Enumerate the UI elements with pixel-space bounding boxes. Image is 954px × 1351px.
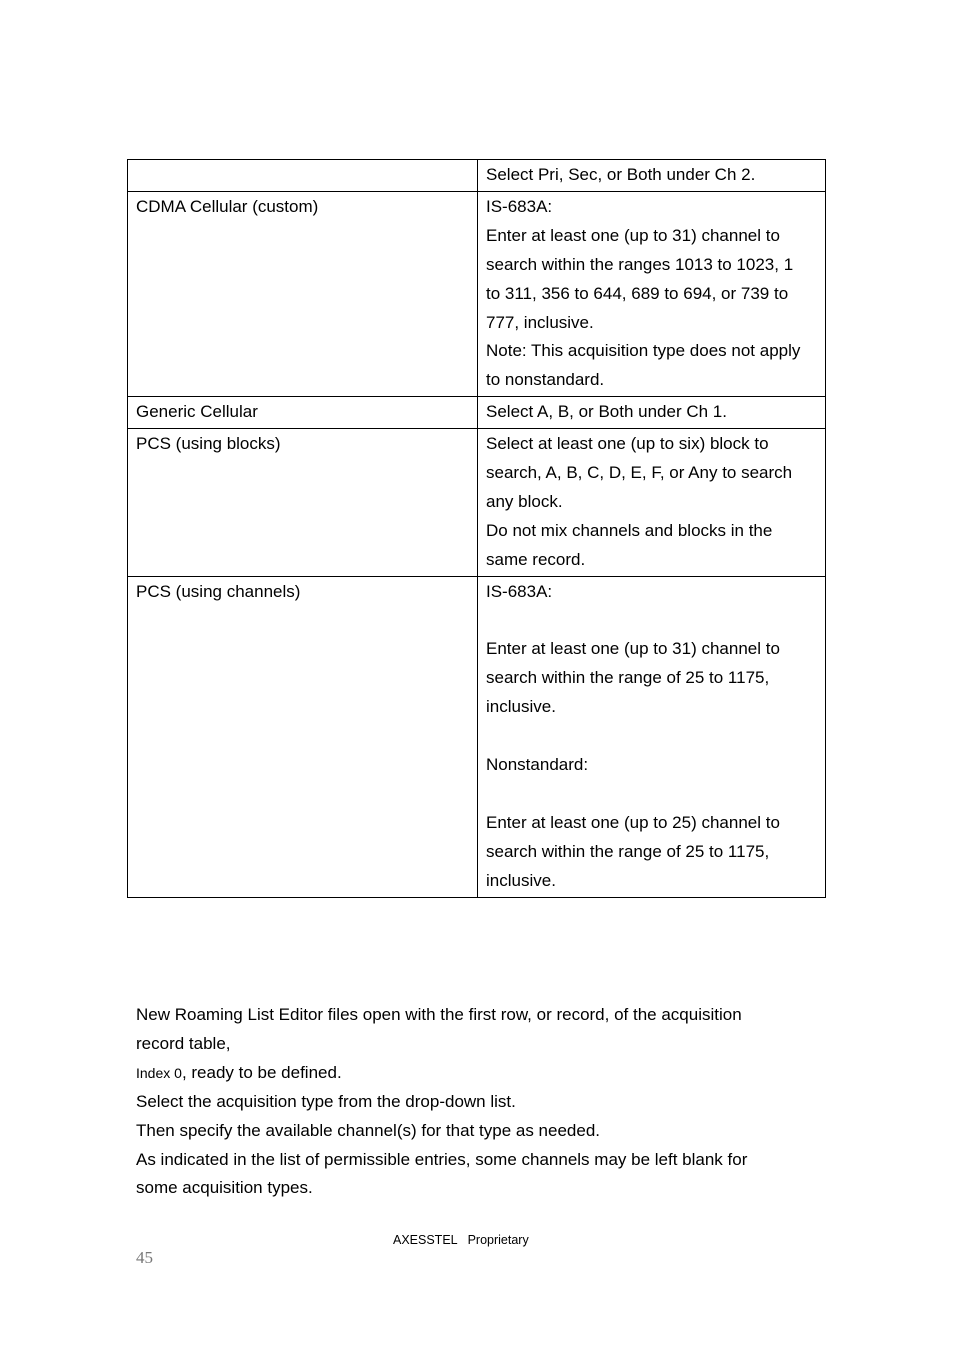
entry-line: Enter at least one (up to 31) channel to	[486, 639, 780, 659]
table-row	[128, 191, 826, 396]
permissible-entries-cell	[478, 160, 826, 192]
entry-line: IS-683A:	[486, 196, 553, 216]
entry-line	[486, 607, 817, 636]
footer-company: AXESSTEL	[393, 1233, 458, 1247]
entry-line: 777, inclusive.	[486, 312, 594, 332]
entry-line: search, A, B, C, D, E, F, or Any to search	[486, 463, 793, 483]
entry-line: Select Pri, Sec, or Both under Ch 2.	[486, 165, 756, 184]
entry-line: any block.	[486, 491, 563, 511]
permissible-entries-cell	[478, 397, 826, 429]
table-row	[128, 160, 826, 192]
acquisition-type-cell: PCS (using channels)	[128, 576, 478, 897]
entry-line: Note: This acquisition type does not apply	[486, 341, 801, 361]
table-row	[128, 397, 826, 429]
body-line	[136, 1059, 816, 1088]
table-row	[128, 429, 826, 577]
body-line: Select the acquisition type from the drop-down list.	[136, 1091, 516, 1111]
body-line: As indicated in the list of permissible entries, some channels may be left blank for	[136, 1149, 748, 1169]
footer-proprietary	[393, 1233, 529, 1247]
acquisition-type-table	[127, 159, 826, 898]
entry-line: search within the ranges 1013 to 1023, 1	[486, 254, 794, 274]
entry-line	[486, 780, 817, 809]
entry-line	[486, 722, 817, 751]
entry-line: Enter at least one (up to 25) channel to	[486, 812, 780, 832]
entry-line: Nonstandard:	[486, 755, 589, 775]
entry-line: inclusive.	[486, 870, 556, 890]
entry-line: Select A, B, or Both under Ch 1.	[486, 402, 727, 422]
acquisition-type-cell	[128, 160, 478, 192]
entry-line: Select at least one (up to six) block to	[486, 434, 769, 454]
body-text	[136, 1001, 816, 1203]
entry-line: Enter at least one (up to 31) channel to	[486, 225, 780, 245]
body-line-rest: , ready to be defined.	[181, 1062, 342, 1082]
footer-label: Proprietary	[467, 1233, 529, 1247]
entry-line: to 311, 356 to 644, 689 to 694, or 739 to	[486, 283, 789, 303]
page-number: 45	[136, 1248, 153, 1267]
body-line: Then specify the available channel(s) for that type as needed.	[136, 1120, 601, 1140]
body-line: New Roaming List Editor files open with the first row, or record, of the acquisition	[136, 1005, 742, 1024]
entry-line: search within the range of 25 to 1175,	[486, 668, 770, 688]
permissible-entries-cell	[478, 576, 826, 897]
permissible-entries-cell	[478, 191, 826, 396]
entry-line: search within the range of 25 to 1175,	[486, 841, 770, 861]
acquisition-type-cell: PCS (using blocks)	[128, 429, 478, 577]
entry-line: inclusive.	[486, 697, 556, 717]
acquisition-type-cell: Generic Cellular	[128, 397, 478, 429]
body-line: record table,	[136, 1033, 231, 1053]
body-line: some acquisition types.	[136, 1178, 313, 1198]
index-label: Index 0	[136, 1064, 182, 1081]
permissible-entries-cell	[478, 429, 826, 577]
acquisition-type-cell: CDMA Cellular (custom)	[128, 191, 478, 396]
entry-line: to nonstandard.	[486, 370, 605, 390]
table-row	[128, 576, 826, 897]
entry-line: IS-683A:	[486, 581, 553, 601]
entry-line: Do not mix channels and blocks in the	[486, 520, 773, 540]
entry-line: same record.	[486, 549, 586, 569]
